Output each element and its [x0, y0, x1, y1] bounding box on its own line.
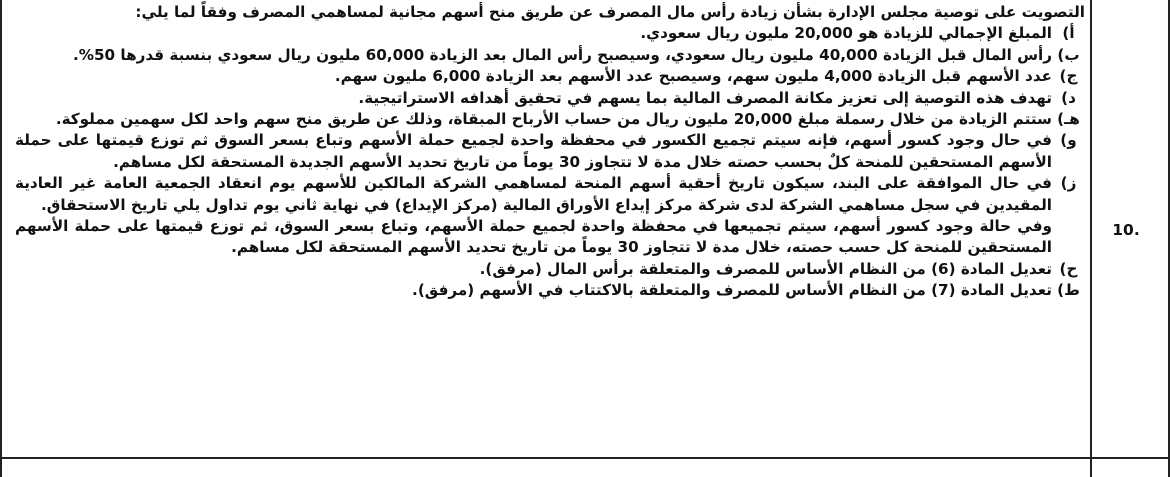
sub-item-paragraph: وفي حالة وجود كسور أسهم، سيتم تجميعها في محفظة واحدة لجميع حملة الأسهم، وتباع بسعر السوق، ثم توزع قيمتها على حملة الأسهم المستحقين للمنحة كل حسب حصته، خلال مدة لا تتجاوز 30 يوماً من تاريخ تحديد الأسهم المستحقة لكل مساهم.	[15, 217, 1052, 257]
table-border-right	[1168, 0, 1170, 477]
sub-item	[5, 130, 1085, 173]
sub-item-paragraph: في حال وجود كسور أسهم، فإنه سيتم تجميع الكسور في محفظة واحدة لجميع حملة الأسهم وتباع بسعر السوق ثم توزع قيمتها على حملة الأسهم المستحقين للمنحة كلٌ بحسب حصته خلال مدة لا تتجاوز 30 يوماً من تاريخ تحديد الأسهم الجديدة المستحقة لكل مساهم.	[15, 131, 1052, 171]
sub-item-marker: ج)	[1059, 67, 1078, 86]
sub-item	[5, 88, 1085, 109]
sub-item-marker: د)	[1061, 88, 1076, 107]
sub-item	[5, 173, 1085, 259]
row-divider	[0, 457, 1170, 459]
sub-item-marker: ط)	[1057, 281, 1080, 300]
column-divider	[1090, 0, 1092, 477]
sub-item-list	[5, 23, 1085, 301]
sub-item-marker: هـ)	[1057, 110, 1080, 129]
sub-item-body	[5, 109, 1052, 130]
item-intro: التصويت على توصية مجلس الإدارة بشأن زيادة رأس مال المصرف عن طريق منح أسهم مجانية لمساهمي المصرف وفقاً لما يلي:	[135, 3, 1085, 21]
sub-item-paragraph: تعديل المادة (7) من النظام الأساس للمصرف والمتعلقة بالاكتتاب في الأسهم (مرفق).	[412, 281, 1052, 300]
sub-item	[5, 66, 1085, 87]
sub-item-paragraph: تهدف هذه التوصية إلى تعزيز مكانة المصرف المالية بما يسهم في تحقيق أهدافه الاستراتيجية.	[358, 88, 1052, 107]
sub-item-body	[5, 259, 1052, 280]
sub-item-body	[5, 130, 1052, 173]
sub-item-marker: و)	[1060, 131, 1077, 150]
sub-item-paragraph: عدد الأسهم قبل الزيادة 4,000 مليون سهم، وسيصبح عدد الأسهم بعد الزيادة 6,000 مليون سهم.	[334, 67, 1052, 86]
sub-item-body	[5, 66, 1052, 87]
sub-item-body	[5, 173, 1052, 259]
sub-item-paragraph: في حال الموافقة على البند، سيكون تاريخ أحقية أسهم المنحة لمساهمي الشركة المالكين للأسهم يوم انعقاد الجمعية العامة غير العادية المقيدين في سجل مساهمي الشركة لدى شركة مركز إيداع الأوراق المالية (مركز الإيداع) في نهاية ثاني يوم تداول يلي تاريخ الاستحقاق.	[15, 174, 1052, 214]
sub-item-body	[5, 280, 1052, 301]
sub-item-body	[5, 45, 1052, 66]
row-number: 10.	[1112, 221, 1140, 239]
sub-item	[5, 280, 1085, 301]
sub-item-marker: أ)	[1062, 24, 1075, 43]
sub-item-paragraph: ستتم الزيادة من خلال رسملة مبلغ 20,000 مليون ريال من حساب الأرباح المبقاة، وذلك عن طريق منح سهم واحد لكل سهمين مملوكة.	[55, 110, 1052, 129]
sub-item-paragraph: المبلغ الإجمالي للزيادة هو 20,000 مليون ريال سعودي.	[640, 24, 1052, 43]
sub-item-paragraph: تعديل المادة (6) من النظام الأساس للمصرف والمتعلقة برأس المال (مرفق).	[479, 259, 1052, 278]
sub-item	[5, 45, 1085, 66]
sub-item-marker: ح)	[1059, 259, 1078, 278]
table-border-left	[0, 0, 2, 477]
sub-item	[5, 259, 1085, 280]
sub-item-body	[5, 88, 1052, 109]
sub-item-marker: ز)	[1060, 174, 1077, 193]
sub-item-body	[5, 23, 1052, 44]
agenda-item-text	[5, 2, 1085, 302]
sub-item-marker: ب)	[1057, 45, 1080, 64]
sub-item	[5, 23, 1085, 44]
sub-item-paragraph: رأس المال قبل الزيادة 40,000 مليون ريال سعودي، وسيصبح رأس المال بعد الزيادة 60,000 مليون ريال سعودي بنسبة قدرها 50%.	[72, 45, 1052, 64]
sub-item	[5, 109, 1085, 130]
